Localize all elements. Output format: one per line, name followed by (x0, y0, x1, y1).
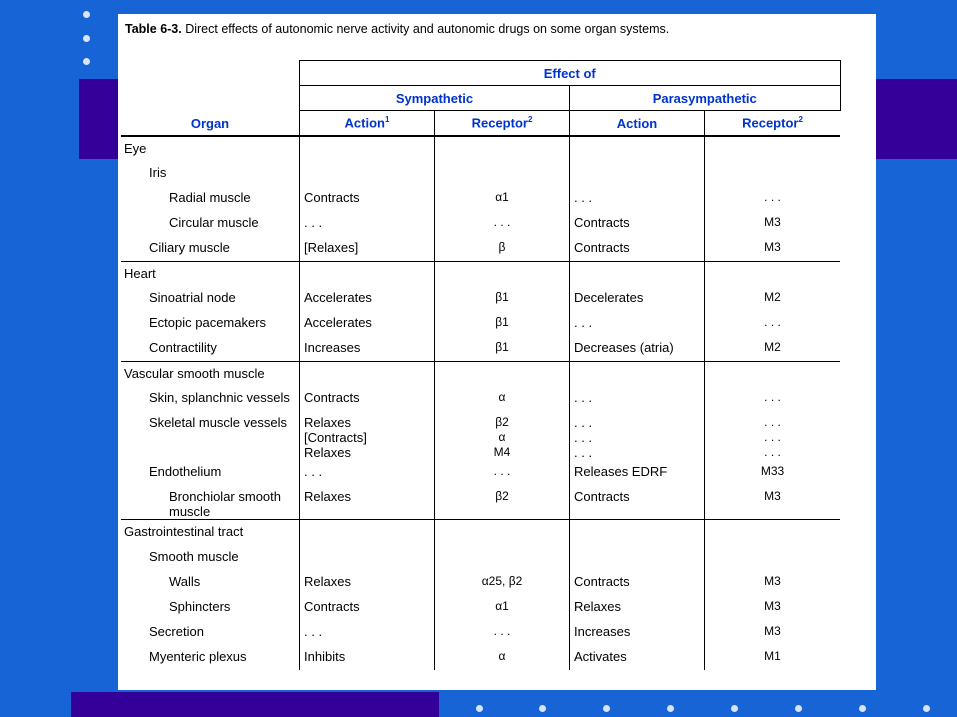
symp-action-cell (300, 361, 435, 386)
organ-cell: Skeletal muscle vessels (149, 415, 287, 430)
table-row (121, 211, 840, 236)
table-row (121, 620, 840, 645)
symp-receptor-cell (435, 136, 570, 161)
para-receptor-cell (705, 520, 841, 545)
decor-dot (83, 11, 90, 18)
para-action-cell: Increases (570, 620, 705, 645)
symp-action-cell (300, 261, 435, 286)
footnote-1: 1 (385, 115, 390, 125)
table-row (121, 236, 840, 261)
symp-receptor-cell (435, 161, 570, 186)
table-row (121, 520, 840, 545)
para-action-cell (570, 136, 705, 161)
symp-receptor-cell: α (435, 645, 570, 670)
symp-action-cell (300, 520, 435, 545)
effects-table (121, 60, 841, 670)
symp-receptor-cell: α (435, 386, 570, 411)
table-row (121, 411, 840, 460)
decor-band-right (876, 79, 957, 159)
organ-cell: Smooth muscle (149, 548, 239, 564)
symp-action-label: Action (344, 115, 385, 131)
symp-receptor-cell: β (435, 236, 570, 261)
symp-action-cell: [Relaxes] (300, 236, 435, 261)
symp-receptor-cell: . . . (435, 620, 570, 645)
para-action-cell: Decreases (atria) (570, 336, 705, 361)
para-receptor-cell: M2 (705, 336, 841, 361)
para-action-cell: Contracts (570, 570, 705, 595)
para-action-header (570, 111, 705, 137)
symp-receptor-cell (435, 261, 570, 286)
symp-receptor-header (435, 111, 570, 137)
table-caption (125, 21, 685, 37)
organ-cell: Endothelium (149, 464, 222, 479)
symp-receptor-cell (435, 545, 570, 570)
organ-cell: Skin, splanchnic vessels (149, 390, 290, 405)
symp-receptor-cell: β2 (435, 485, 570, 520)
organ-header-label: Organ (190, 116, 230, 131)
para-action-cell: Contracts (570, 485, 705, 520)
table-row (121, 186, 840, 211)
para-action-cell (570, 361, 705, 386)
sympathetic-header (300, 86, 570, 111)
para-action-cell (570, 545, 705, 570)
decor-dot (923, 705, 930, 712)
table-row (121, 595, 840, 620)
symp-action-cell (300, 136, 435, 161)
footnote-2: 2 (527, 115, 533, 125)
para-action-label: Action (616, 115, 658, 131)
organ-cell: Sphincters (169, 598, 231, 614)
symp-action-cell: Contracts (300, 386, 435, 411)
organ-cell: Circular muscle (169, 215, 259, 230)
table-row (121, 361, 840, 386)
decor-band-left (79, 79, 119, 159)
symp-action-cell: Relaxes (300, 485, 435, 520)
symp-action-cell (300, 161, 435, 186)
para-receptor-cell: M2 (705, 286, 841, 311)
symp-receptor-cell: β2 α M4 (435, 411, 570, 460)
para-receptor-cell: . . . . . . . . . (705, 411, 841, 460)
symp-receptor-cell: β1 (435, 286, 570, 311)
organ-cell: Myenteric plexus (149, 648, 247, 664)
para-receptor-cell: M3 (705, 620, 841, 645)
para-action-cell: . . . . . . . . . (570, 411, 705, 460)
para-receptor-cell: . . . (705, 386, 841, 411)
effect-of-label: Effect of (543, 65, 596, 81)
para-action-cell (570, 261, 705, 286)
decor-dot (859, 705, 866, 712)
para-action-cell (570, 161, 705, 186)
symp-receptor-cell: α1 (435, 595, 570, 620)
symp-receptor-cell: α1 (435, 186, 570, 211)
organ-cell: Bronchiolar smooth muscle (169, 489, 281, 519)
table-row (121, 261, 840, 286)
para-action-cell: Contracts (570, 211, 705, 236)
table-row (121, 545, 840, 570)
para-receptor-cell: . . . (705, 186, 841, 211)
symp-action-cell: Increases (300, 336, 435, 361)
symp-action-cell: Contracts (300, 186, 435, 211)
table-row (121, 485, 840, 520)
para-action-cell: Contracts (570, 236, 705, 261)
symp-action-cell: . . . (300, 211, 435, 236)
organ-header (121, 61, 300, 137)
sympathetic-label: Sympathetic (395, 90, 474, 106)
organ-cell: Vascular smooth muscle (121, 361, 300, 386)
para-action-cell: Releases EDRF (570, 460, 705, 485)
para-receptor-cell (705, 545, 841, 570)
organ-cell: Eye (124, 141, 147, 156)
symp-receptor-cell (435, 520, 570, 545)
organ-cell: Iris (149, 165, 167, 180)
symp-receptor-cell: . . . (435, 211, 570, 236)
para-receptor-cell (705, 361, 841, 386)
symp-action-cell (300, 545, 435, 570)
symp-action-cell: Relaxes (300, 570, 435, 595)
symp-action-cell: Relaxes [Contracts] Relaxes (300, 411, 435, 460)
table-row (121, 570, 840, 595)
para-receptor-cell: M3 (705, 570, 841, 595)
symp-receptor-cell (435, 361, 570, 386)
symp-receptor-cell: α25, β2 (435, 570, 570, 595)
para-action-cell: . . . (570, 386, 705, 411)
table-row (121, 311, 840, 336)
symp-action-cell: Accelerates (300, 311, 435, 336)
para-receptor-cell: M1 (705, 645, 841, 670)
table-row (121, 286, 840, 311)
symp-action-cell: . . . (300, 460, 435, 485)
decor-band-bottom (71, 692, 439, 717)
organ-cell: Heart (121, 261, 300, 286)
organ-cell: Contractility (149, 340, 217, 355)
para-receptor-header (705, 111, 841, 137)
organ-cell: Gastrointestinal tract (121, 520, 300, 545)
footnote-2: 2 (798, 115, 803, 125)
table-number: Table 6-3. (125, 22, 182, 36)
parasympathetic-label: Parasympathetic (652, 90, 757, 106)
symp-receptor-cell: β1 (435, 336, 570, 361)
symp-action-cell: . . . (300, 620, 435, 645)
para-receptor-cell (705, 261, 841, 286)
organ-cell: Ectopic pacemakers (149, 315, 267, 330)
symp-receptor-cell: β1 (435, 311, 570, 336)
effect-of-header (300, 61, 841, 86)
para-receptor-cell: M3 (705, 595, 841, 620)
decor-dot (731, 705, 738, 712)
table-row (121, 386, 840, 411)
para-receptor-cell: M3 (705, 211, 841, 236)
para-action-cell: Decelerates (570, 286, 705, 311)
organ-cell: Secretion (149, 623, 204, 639)
table-row (121, 136, 840, 161)
decor-dot (795, 705, 802, 712)
para-receptor-cell: M3 (705, 236, 841, 261)
para-action-cell: . . . (570, 311, 705, 336)
para-action-cell (570, 520, 705, 545)
table-image (118, 14, 876, 690)
symp-action-header (300, 111, 435, 137)
para-action-cell: . . . (570, 186, 705, 211)
decor-dot (603, 705, 610, 712)
para-receptor-label: Receptor (742, 115, 799, 131)
para-receptor-cell: . . . (705, 311, 841, 336)
decor-dot (83, 58, 90, 65)
table-row (121, 161, 840, 186)
symp-receptor-label: Receptor (471, 115, 528, 131)
organ-cell: Radial muscle (169, 190, 251, 205)
symp-action-cell: Inhibits (300, 645, 435, 670)
symp-action-cell: Accelerates (300, 286, 435, 311)
para-receptor-cell (705, 161, 841, 186)
organ-cell: Sinoatrial node (149, 290, 236, 305)
decor-dot (476, 705, 483, 712)
table-row (121, 645, 840, 670)
table-body (121, 136, 840, 670)
organ-cell: Ciliary muscle (149, 240, 230, 255)
organ-cell: Walls (169, 573, 201, 589)
decor-dot (83, 35, 90, 42)
para-receptor-cell: M3 (705, 485, 841, 520)
table-row (121, 460, 840, 485)
symp-receptor-cell: . . . (435, 460, 570, 485)
para-action-cell: Relaxes (570, 595, 705, 620)
symp-action-cell: Contracts (300, 595, 435, 620)
table-row (121, 336, 840, 361)
parasympathetic-header (570, 86, 841, 111)
decor-dot (539, 705, 546, 712)
table-caption-text: Direct effects of autonomic nerve activity and autonomic drugs on some organ systems. (185, 22, 670, 36)
para-action-cell: Activates (570, 645, 705, 670)
para-receptor-cell (705, 136, 841, 161)
decor-dot (667, 705, 674, 712)
para-receptor-cell: M33 (705, 460, 841, 485)
